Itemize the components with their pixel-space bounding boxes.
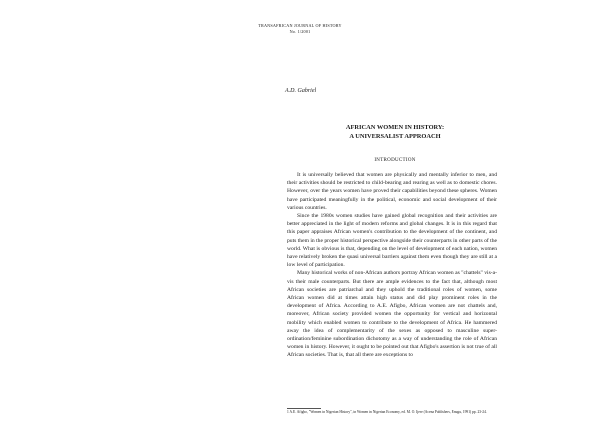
author-name: A.D. Gabriel xyxy=(285,88,317,94)
section-heading: INTRODUCTION xyxy=(374,158,416,163)
journal-issue: No. 1/2001 xyxy=(289,29,311,34)
article-body xyxy=(287,171,497,360)
paragraph-3: Many historical works of non-African authors portray African women as "chattels" vis-a-vis their male counterparts. But there are ample evidences to the fact that, although most African societies are patriarchal and they uphold the traditional roles of women, some African women did at times attain high status and did play prominent roles in the development of Africa. According to A.E. Afigbo, African women are not chattels and, moreover, African society provided women the opportunity for vertical and horizontal mobility which enabled women to contribute to the development of Africa. He hammered away the idea of complementarity of the sexes as opposed to masculine super-ordination/feminine subordination dichotomy as a way of understanding the role of African women in history. However, it ought to be pointed out that Afigbo's assertion is not true of all African societies. That is, that all there are exceptions to xyxy=(287,270,497,359)
journal-header xyxy=(0,23,600,35)
title-line-1: AFRICAN WOMEN IN HISTORY: xyxy=(345,124,445,131)
article-title xyxy=(0,123,600,141)
footnote: 1 A.E. Afigbo, "Women in Nigerian History", in Women in Nigerian Economy, ed. M. O. Ijere (Acena Publishers, Enugu, 1991) pp. 23-24. xyxy=(287,410,487,414)
paragraph-1: It is universally believed that women are physically and mentally inferior to men, and their activities should be restricted to child-bearing and rearing as well as to domestic chores. However, over the years women have proved their capabilities beyond these spheres. Women have participated meaningfully in the political, economic and social development of their various countries. xyxy=(287,172,497,211)
journal-name: TRANSAFRICAN JOURNAL OF HISTORY xyxy=(258,23,342,28)
footnote-rule xyxy=(287,408,321,409)
title-line-2: A UNIVERSALIST APPROACH xyxy=(349,133,441,140)
paragraph-2: Since the 1980s women studies have gained global recognition and their activities are better appreciated in the light of modern reforms and global changes. It is in this regard that this paper appraises African women's contribution to the development of the continent, and puts them in the proper historical perspective alongside their counterparts in other parts of the world. What is obvious is that, depending on the level of development of each nation, women have relatively broken the quasi universal barriers against them even though they are still at a low level of participation. xyxy=(287,213,497,269)
